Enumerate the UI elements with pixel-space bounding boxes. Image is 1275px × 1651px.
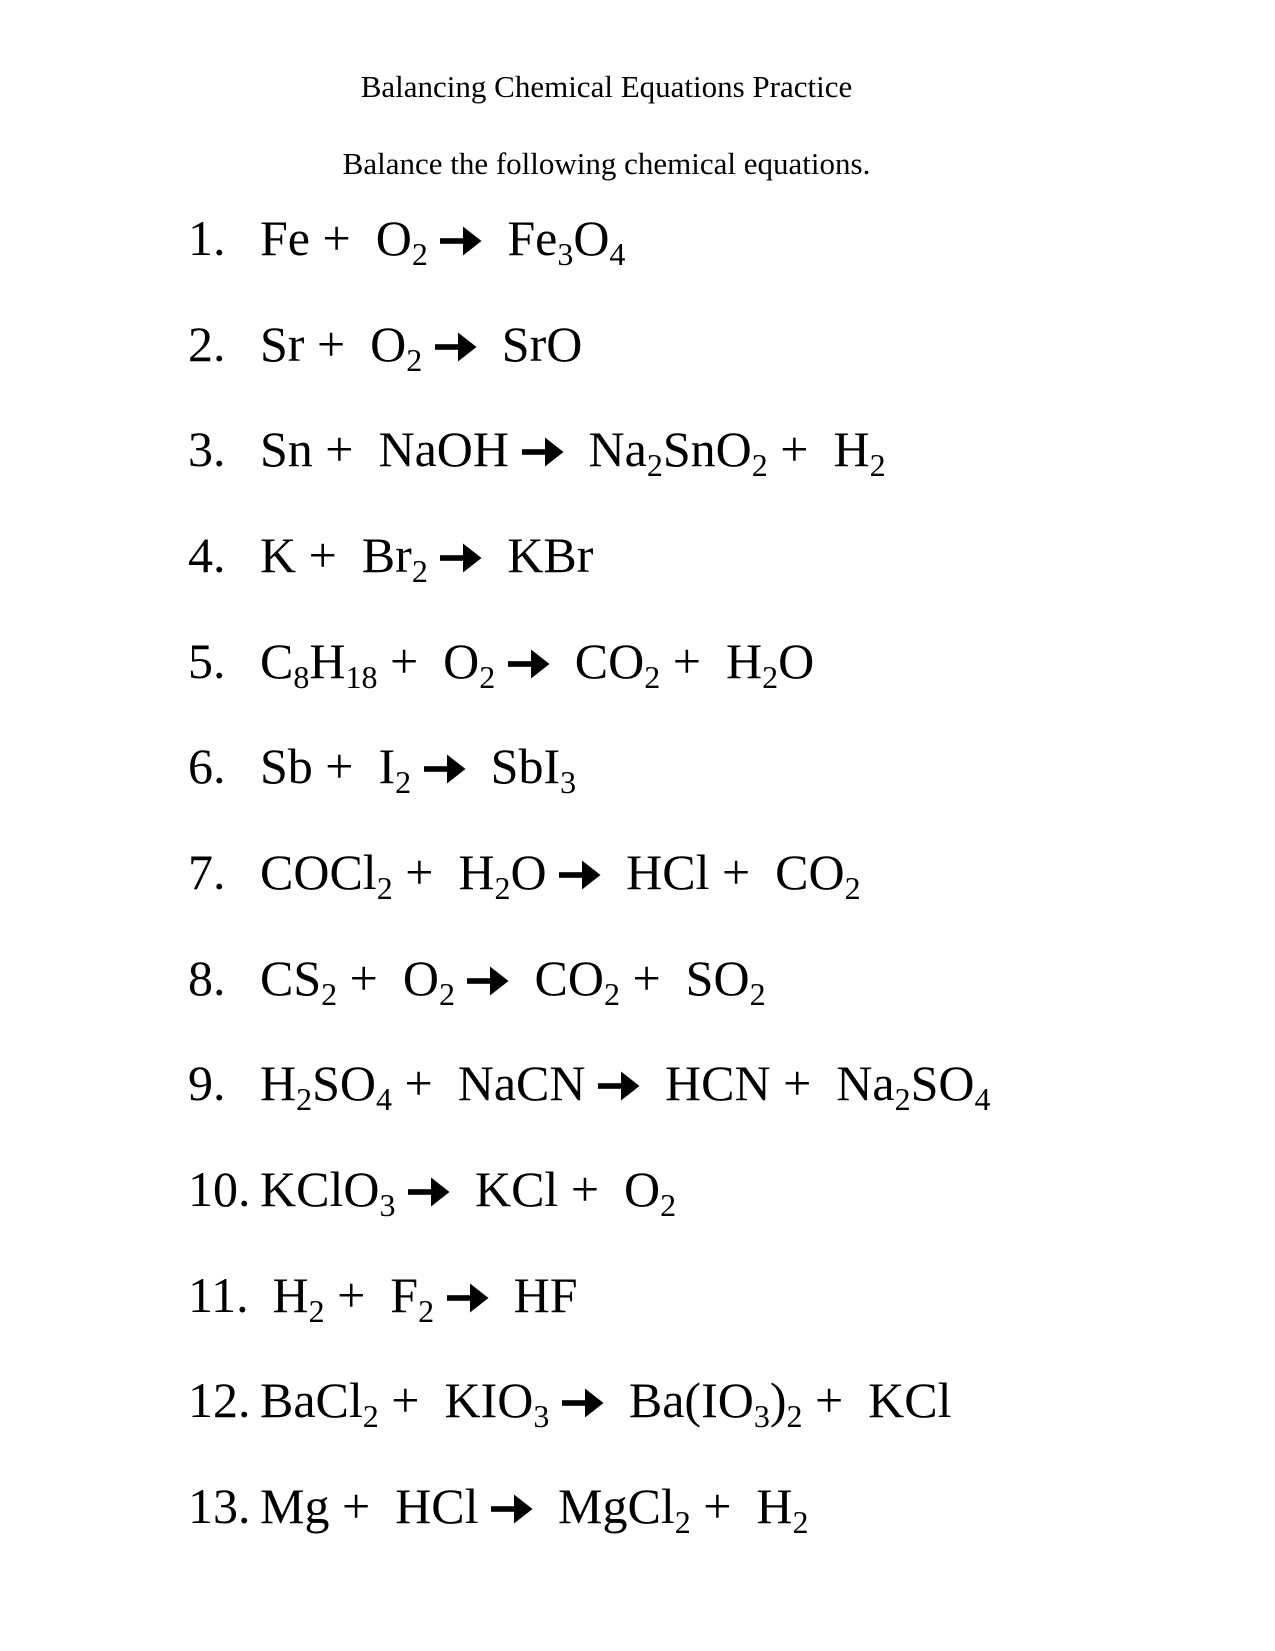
formula-text: + H	[392, 843, 495, 900]
equation-formula	[260, 1477, 809, 1540]
equation-row	[188, 421, 1275, 530]
equation-row	[188, 1372, 1275, 1481]
formula-text: O	[573, 210, 610, 266]
formula-text: SbI	[465, 738, 561, 795]
page-subtitle: Balance the following chemical equations.	[342, 146, 871, 181]
subscript: 2	[438, 975, 455, 1012]
equation-formula	[260, 738, 577, 801]
equation-number: 4.	[188, 526, 226, 583]
formula-text: Na	[563, 421, 647, 478]
arrow-right-icon	[424, 753, 466, 785]
formula-text: HF	[488, 1266, 578, 1323]
subscript: 3	[533, 1398, 550, 1435]
equation-number: 7.	[188, 843, 226, 900]
formula-text	[428, 527, 441, 583]
formula-text: + KCl	[802, 1372, 952, 1429]
formula-text	[411, 738, 424, 794]
equation-number: 12.	[188, 1372, 251, 1429]
subscript: 4	[974, 1081, 991, 1118]
formula-text: O	[778, 632, 815, 689]
arrow-right-icon	[440, 542, 482, 574]
formula-text: + SO	[619, 949, 750, 1006]
subscript: 2	[308, 1292, 325, 1329]
formula-text: MgCl	[533, 1477, 675, 1534]
subscript: 4	[376, 1081, 393, 1118]
subscript: 4	[609, 236, 626, 272]
arrow-right-icon	[559, 859, 601, 891]
subscript: 3	[379, 1186, 396, 1223]
subscript: 2	[411, 552, 428, 589]
arrow-right-icon	[508, 648, 550, 680]
formula-text: H	[260, 1055, 297, 1112]
formula-text: O	[510, 843, 560, 900]
equation-formula	[260, 632, 815, 695]
equation-number: 13.	[188, 1477, 251, 1534]
formula-text: Fe	[482, 210, 558, 266]
arrow-right-icon	[440, 225, 482, 257]
subscript: 2	[674, 1503, 691, 1540]
equation-row	[188, 843, 1275, 953]
subscript: 18	[345, 658, 378, 695]
formula-text: + H	[690, 1477, 793, 1534]
formula-text: C	[260, 632, 294, 689]
subscript: 2	[406, 341, 423, 378]
equation-number: 10.	[188, 1160, 251, 1217]
equation-formula	[260, 315, 583, 378]
formula-text: + F	[324, 1266, 419, 1323]
formula-text: )	[769, 1372, 787, 1429]
equation-formula	[260, 1372, 952, 1435]
subscript: 2	[646, 447, 663, 484]
subscript: 2	[494, 869, 511, 906]
formula-text	[395, 1161, 408, 1217]
equation-formula	[260, 421, 886, 484]
equation-number: 11.	[188, 1266, 249, 1323]
formula-text: Sr + O	[260, 315, 407, 372]
subscript: 2	[749, 975, 766, 1012]
formula-text	[422, 316, 435, 372]
arrow-right-icon	[598, 1070, 640, 1102]
arrow-right-icon	[562, 1387, 604, 1419]
formula-text	[455, 950, 468, 1006]
formula-text: CO	[509, 949, 604, 1006]
subscript: 2	[479, 658, 496, 695]
formula-text: SO	[312, 1055, 377, 1112]
formula-text: H	[260, 1266, 309, 1323]
formula-text: KClO	[260, 1160, 380, 1217]
formula-text: + NaCN	[392, 1055, 598, 1112]
formula-text: + H	[767, 421, 870, 478]
equation-formula	[260, 843, 861, 906]
formula-text: CS	[260, 949, 322, 1006]
formula-text: CO	[549, 632, 645, 689]
formula-text: Mg + HCl	[260, 1477, 492, 1534]
equation-formula	[260, 526, 594, 589]
equation-list	[188, 210, 1275, 1587]
formula-text	[549, 1372, 562, 1428]
formula-text: HCl + CO	[601, 843, 845, 900]
subscript: 2	[894, 1081, 911, 1118]
subscript: 2	[362, 1398, 379, 1435]
formula-text: KBr	[482, 526, 594, 583]
equation-formula	[260, 1055, 991, 1118]
equation-formula	[260, 1266, 578, 1329]
equation-row	[188, 1160, 1275, 1270]
formula-text: BaCl	[260, 1372, 363, 1429]
formula-text: Sn + NaOH	[260, 421, 522, 478]
page-title: Balancing Chemical Equations Practice	[360, 69, 853, 104]
subscript: 2	[786, 1398, 803, 1435]
formula-text	[428, 210, 441, 266]
formula-text: + H	[660, 632, 763, 689]
formula-text	[495, 633, 508, 689]
formula-text: K + Br	[260, 526, 412, 583]
equation-number: 3.	[188, 421, 226, 478]
arrow-right-icon	[522, 436, 564, 468]
subscript: 2	[660, 1186, 677, 1223]
subscript: 8	[293, 658, 310, 695]
equation-number: 1.	[188, 210, 226, 266]
equation-number: 8.	[188, 949, 226, 1006]
formula-text: SO	[910, 1055, 975, 1112]
formula-text: HCN + Na	[640, 1055, 895, 1112]
equation-number: 6.	[188, 738, 226, 795]
subscript: 2	[844, 869, 861, 906]
subscript: 2	[644, 658, 661, 695]
equation-number: 9.	[188, 1055, 226, 1112]
equation-row	[188, 315, 1275, 425]
equation-row	[188, 526, 1275, 636]
subscript: 2	[321, 975, 338, 1012]
formula-text: + KIO	[378, 1372, 534, 1429]
subscript: 2	[411, 236, 428, 272]
subscript: 2	[395, 764, 412, 801]
equation-formula	[260, 210, 626, 272]
equation-number: 5.	[188, 632, 226, 689]
formula-text: Sb + I	[260, 738, 396, 795]
subscript: 2	[296, 1081, 313, 1118]
arrow-right-icon	[435, 331, 477, 363]
subscript: 2	[792, 1503, 809, 1540]
equation-row	[188, 738, 1275, 847]
arrow-right-icon	[467, 965, 509, 997]
subscript: 2	[418, 1292, 435, 1329]
equation-row	[188, 1266, 1275, 1376]
formula-text	[434, 1267, 447, 1323]
subscript: 3	[753, 1398, 770, 1435]
arrow-right-icon	[408, 1176, 450, 1208]
subscript: 2	[751, 447, 768, 484]
subscript: 2	[376, 869, 393, 906]
equation-row	[188, 210, 1275, 319]
formula-text: COCl	[260, 843, 377, 900]
subscript: 3	[560, 764, 577, 801]
equation-row	[188, 1055, 1275, 1164]
formula-text: KCl + O	[449, 1160, 661, 1217]
formula-text: SnO	[662, 421, 752, 478]
equation-formula	[260, 949, 766, 1012]
arrow-right-icon	[447, 1282, 489, 1314]
formula-text: Ba(IO	[603, 1372, 754, 1429]
formula-text: + O	[377, 632, 480, 689]
formula-text: H	[309, 632, 346, 689]
equation-formula	[260, 1160, 677, 1223]
equation-number: 2.	[188, 315, 226, 372]
formula-text: SrO	[476, 315, 583, 372]
subscript: 2	[603, 975, 620, 1012]
formula-text: + O	[337, 949, 439, 1006]
arrow-right-icon	[491, 1493, 533, 1525]
subscript: 2	[762, 658, 779, 695]
equation-row	[188, 1477, 1275, 1587]
equation-row	[188, 949, 1275, 1059]
subscript: 2	[869, 447, 886, 484]
equation-row	[188, 632, 1275, 742]
formula-text: Fe + O	[260, 210, 412, 266]
subscript: 3	[557, 236, 574, 272]
